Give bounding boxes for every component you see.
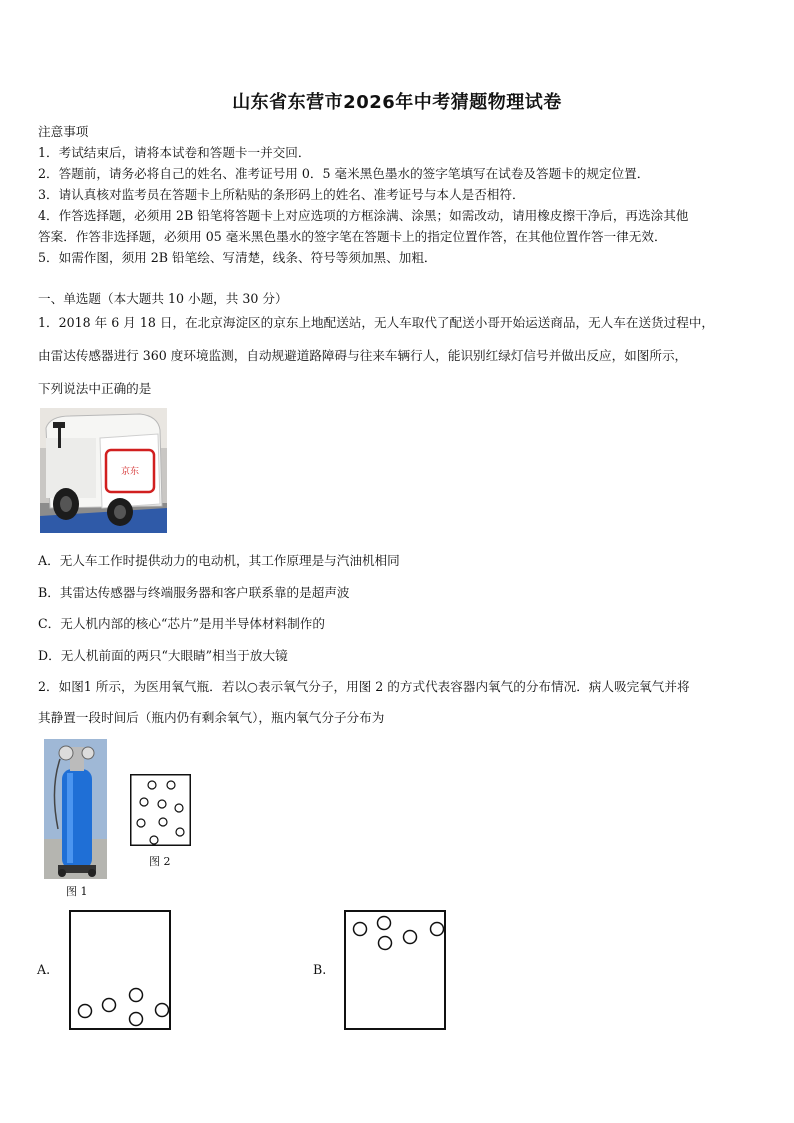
question-1-text: 由雷达传感器进行 360 度环境监测，自动规避道路障碍与往来车辆行人，能识别红绿灯信号并做出反应，如图所示， bbox=[38, 348, 688, 363]
question-2-option-b-label: B. bbox=[313, 962, 327, 977]
molecule bbox=[140, 798, 148, 806]
oxygen-cylinder-photo bbox=[44, 739, 107, 879]
question-1-text: 1．2018 年 6 月 18 日，在北京海淀区的京东上地配送站，无人车取代了配送小哥开始运送商品，无人车在送货过程中， bbox=[38, 315, 715, 330]
molecule bbox=[103, 999, 116, 1012]
molecule bbox=[137, 819, 145, 827]
notice-item: 4．作答选择题，必须用 2B 铅笔将答题卡上对应选项的方框涂满、涂黑；如需改动，请用橡皮擦干净后，再选涂其他 bbox=[38, 208, 689, 223]
molecule bbox=[354, 923, 367, 936]
delivery-robot-photo bbox=[40, 408, 167, 533]
molecule bbox=[379, 937, 392, 950]
question-1-text: 下列说法中正确的是 bbox=[38, 381, 152, 396]
option-a-box bbox=[69, 910, 173, 1032]
notice-item: 3．请认真核对监考员在答题卡上所粘贴的条形码上的姓名、准考证号与本人是否相符． bbox=[38, 187, 525, 202]
molecule bbox=[150, 836, 158, 844]
molecule bbox=[167, 781, 175, 789]
molecule bbox=[79, 1005, 92, 1018]
figure-1-caption: 图 1 bbox=[66, 885, 88, 898]
question-1-option-c: C．无人机内部的核心“芯片”是用半导体材料制作的 bbox=[38, 616, 325, 631]
question-2-text: 其静置一段时间后（瓶内仍有剩余氧气），瓶内氧气分子分布为 bbox=[38, 710, 385, 725]
figure-2-box bbox=[130, 774, 192, 848]
molecule bbox=[130, 1013, 143, 1026]
molecule bbox=[404, 931, 417, 944]
notice-item: 2．答题前，请务必将自己的姓名、准考证号用 0．5 毫米黑色墨水的签字笔填写在试卷及答题卡的规定位置． bbox=[38, 166, 650, 181]
molecule bbox=[156, 1004, 169, 1017]
notice-heading: 注意事项 bbox=[38, 124, 89, 139]
molecule bbox=[175, 804, 183, 812]
molecule bbox=[431, 923, 444, 936]
molecule bbox=[176, 828, 184, 836]
figure-2-caption: 图 2 bbox=[149, 855, 171, 868]
page-title: 山东省东营市2026年中考猜题物理试卷 bbox=[232, 92, 562, 113]
notice-item: 答案．作答非选择题，必须用 05 毫米黑色墨水的签字笔在答题卡上的指定位置作答，在其他位置作答一律无效． bbox=[38, 229, 667, 244]
section-heading: 一、单选题（本大题共 10 小题，共 30 分） bbox=[38, 291, 288, 306]
question-1-option-b: B．其雷达传感器与终端服务器和客户联系靠的是超声波 bbox=[38, 585, 350, 600]
robot-logo-text: 京东 bbox=[120, 467, 140, 477]
question-2-option-a-label: A. bbox=[37, 962, 51, 977]
question-1-option-d: D．无人机前面的两只“大眼睛”相当于放大镜 bbox=[38, 648, 288, 663]
question-2-text: 2．如图1 所示，为医用氧气瓶．若以○表示氧气分子，用图 2 的方式代表容器内氧气的分布情况．病人吸完氧气并将 bbox=[38, 679, 690, 694]
notice-item: 1．考试结束后，请将本试卷和答题卡一并交回． bbox=[38, 145, 311, 160]
molecule bbox=[378, 917, 391, 930]
molecule bbox=[148, 781, 156, 789]
notice-item: 5．如需作图，须用 2B 铅笔绘、写清楚，线条、符号等须加黑、加粗． bbox=[38, 250, 437, 265]
molecule bbox=[158, 800, 166, 808]
molecule bbox=[159, 818, 167, 826]
question-1-option-a: A．无人车工作时提供动力的电动机，其工作原理是与汽油机相同 bbox=[38, 553, 400, 568]
molecule bbox=[130, 989, 143, 1002]
option-b-box bbox=[344, 910, 448, 1032]
